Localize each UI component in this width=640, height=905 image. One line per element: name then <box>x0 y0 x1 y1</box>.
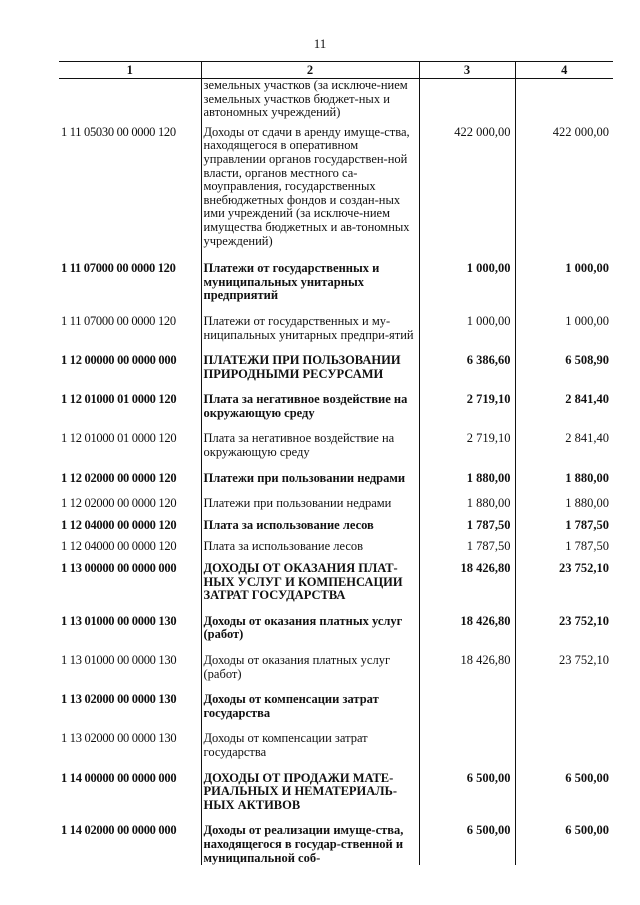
amount-col4-cell: 6 508,90 <box>515 354 613 381</box>
amount-col4-cell: 1 787,50 <box>515 540 613 554</box>
amount-col3-cell: 6 386,60 <box>419 354 515 381</box>
budget-code-cell: 1 13 02000 00 0000 130 <box>61 692 177 707</box>
table-row <box>59 654 613 681</box>
description-cell: Платежи от государственных и му-ниципальных унитарных предпри-ятий <box>201 315 419 342</box>
amount-col3-cell: 1 000,00 <box>419 262 515 303</box>
spacer-cell <box>201 460 419 472</box>
table-row <box>59 432 613 459</box>
amount-col3-cell: 1 787,50 <box>419 519 515 533</box>
description-cell: Доходы от компенсации затрат государства <box>201 732 419 759</box>
amount-col4-cell: 1 880,00 <box>515 497 613 511</box>
spacer-cell <box>419 460 515 472</box>
amount-col3-cell: 1 000,00 <box>419 315 515 342</box>
budget-code-cell <box>59 79 201 120</box>
description-cell: Платежи при пользовании недрами <box>201 472 419 486</box>
column-header: 3 <box>419 62 515 79</box>
row-spacer <box>59 760 613 772</box>
amount-col3-cell: 6 500,00 <box>419 772 515 813</box>
spacer-cell <box>515 460 613 472</box>
description-cell: земельных участков (за исключе-нием земельных участков бюджет-ных и автономных учреждений) <box>201 79 419 120</box>
amount-col3-cell: 2 719,10 <box>419 393 515 420</box>
spacer-cell <box>59 248 201 262</box>
table-row <box>59 824 613 865</box>
amount-col4-cell: 23 752,10 <box>515 562 613 603</box>
description-cell: Плата за использование лесов <box>201 519 419 533</box>
spacer-cell <box>201 760 419 772</box>
amount-col4-cell: 6 500,00 <box>515 772 613 813</box>
description-cell: Плата за негативное воздействие на окружающую среду <box>201 432 419 459</box>
description-cell: ДОХОДЫ ОТ ОКАЗАНИЯ ПЛАТ-НЫХ УСЛУГ И КОМПЕНСАЦИИ ЗАТРАТ ГОСУДАРСТВА <box>201 562 419 603</box>
row-spacer <box>59 603 613 615</box>
amount-col4-cell <box>515 732 613 759</box>
amount-col4-cell: 422 000,00 <box>515 126 613 248</box>
spacer-cell <box>419 603 515 615</box>
budget-code-cell: 1 13 01000 00 0000 130 <box>61 613 177 628</box>
amount-col3-cell <box>419 79 515 120</box>
amount-col4-cell: 1 787,50 <box>515 519 613 533</box>
amount-col3-cell: 18 426,80 <box>419 615 515 642</box>
column-header: 2 <box>201 62 419 79</box>
table-row <box>59 519 613 533</box>
spacer-cell <box>419 248 515 262</box>
amount-col3-cell: 18 426,80 <box>419 562 515 603</box>
amount-col4-cell <box>515 79 613 120</box>
table-header-row <box>59 62 613 79</box>
spacer-cell <box>201 248 419 262</box>
description-cell: Доходы от реализации имуще-ства, находящегося в государ-ственной и муниципальной соб- <box>201 824 419 865</box>
amount-col4-cell: 1 880,00 <box>515 472 613 486</box>
table-row <box>59 126 613 248</box>
table-row <box>59 262 613 303</box>
budget-code-cell: 1 12 02000 00 0000 120 <box>61 496 177 511</box>
table-row <box>59 315 613 342</box>
description-cell: Доходы от оказания платных услуг (работ) <box>201 615 419 642</box>
amount-col4-cell: 6 500,00 <box>515 824 613 865</box>
spacer-cell <box>515 603 613 615</box>
table-row <box>59 79 613 120</box>
budget-code-cell: 1 12 02000 00 0000 120 <box>61 470 177 485</box>
spacer-cell <box>419 681 515 693</box>
amount-col4-cell: 23 752,10 <box>515 615 613 642</box>
amount-col3-cell: 1 787,50 <box>419 540 515 554</box>
amount-col4-cell <box>515 693 613 720</box>
column-header: 1 <box>59 62 201 79</box>
table-body <box>59 79 613 866</box>
budget-code-cell: 1 12 00000 00 0000 000 <box>61 353 177 368</box>
budget-code-cell: 1 13 02000 00 0000 130 <box>61 731 177 746</box>
amount-col3-cell: 2 719,10 <box>419 432 515 459</box>
spacer-cell <box>201 603 419 615</box>
description-cell: ПЛАТЕЖИ ПРИ ПОЛЬЗОВАНИИ ПРИРОДНЫМИ РЕСУРСАМИ <box>201 354 419 381</box>
table-row <box>59 497 613 511</box>
description-cell: Платежи от государственных и муниципальных унитарных предприятий <box>201 262 419 303</box>
amount-col3-cell <box>419 693 515 720</box>
table-row <box>59 772 613 813</box>
amount-col4-cell: 1 000,00 <box>515 262 613 303</box>
page-number: 11 <box>313 36 327 51</box>
budget-code-cell: 1 12 04000 00 0000 120 <box>61 539 177 554</box>
table-row <box>59 732 613 759</box>
spacer-cell <box>59 460 201 472</box>
description-cell: Доходы от сдачи в аренду имуще-ства, находящегося в оперативном управлении органов государствен-ной власти, органов местного са-моуправления, государственных внебюджетных фондов и создан-ных ими учреждений (за исключе-нием имущества бюджетных и ав-тономных учреждений) <box>201 126 419 248</box>
description-cell: Доходы от оказания платных услуг (работ) <box>201 654 419 681</box>
budget-code-cell: 1 11 07000 00 0000 120 <box>61 261 176 276</box>
spacer-cell <box>515 760 613 772</box>
column-header: 4 <box>515 62 613 79</box>
amount-col4-cell: 1 000,00 <box>515 315 613 342</box>
spacer-cell <box>515 720 613 732</box>
spacer-cell <box>515 248 613 262</box>
revenue-table <box>59 61 613 865</box>
amount-col4-cell: 23 752,10 <box>515 654 613 681</box>
row-spacer <box>59 248 613 262</box>
budget-code-cell: 1 12 01000 01 0000 120 <box>61 392 177 407</box>
table-row <box>59 354 613 381</box>
amount-col4-cell: 2 841,40 <box>515 393 613 420</box>
amount-col4-cell: 2 841,40 <box>515 432 613 459</box>
budget-code-cell: 1 14 02000 00 0000 000 <box>61 823 177 838</box>
spacer-cell <box>515 681 613 693</box>
amount-col3-cell: 6 500,00 <box>419 824 515 865</box>
table-row <box>59 540 613 554</box>
budget-code-cell: 1 11 05030 00 0000 120 <box>61 124 176 139</box>
row-spacer <box>59 460 613 472</box>
amount-col3-cell: 422 000,00 <box>419 126 515 248</box>
spacer-cell <box>59 603 201 615</box>
table-row <box>59 562 613 603</box>
table-row <box>59 472 613 486</box>
spacer-cell <box>419 760 515 772</box>
budget-code-cell: 1 13 01000 00 0000 130 <box>61 653 177 667</box>
description-cell: Доходы от компенсации затрат государства <box>201 693 419 720</box>
budget-code-cell: 1 12 01000 01 0000 120 <box>61 431 177 446</box>
amount-col3-cell: 18 426,80 <box>419 654 515 681</box>
budget-code-cell: 1 13 00000 00 0000 000 <box>61 561 177 576</box>
description-cell: Плата за использование лесов <box>201 540 419 554</box>
amount-col3-cell: 1 880,00 <box>419 472 515 486</box>
description-cell: ДОХОДЫ ОТ ПРОДАЖИ МАТЕ-РИАЛЬНЫХ И НЕМАТЕРИАЛЬ-НЫХ АКТИВОВ <box>201 772 419 813</box>
budget-code-cell: 1 12 04000 00 0000 120 <box>61 517 177 532</box>
table-row <box>59 393 613 420</box>
amount-col3-cell: 1 880,00 <box>419 497 515 511</box>
description-cell: Платежи при пользовании недрами <box>201 497 419 511</box>
spacer-cell <box>419 720 515 732</box>
budget-code-cell: 1 14 00000 00 0000 000 <box>61 770 177 785</box>
table-row <box>59 693 613 720</box>
description-cell: Плата за негативное воздействие на окружающую среду <box>201 393 419 420</box>
budget-code-cell: 1 11 07000 00 0000 120 <box>61 313 176 328</box>
spacer-cell <box>59 760 201 772</box>
table-row <box>59 615 613 642</box>
amount-col3-cell <box>419 732 515 759</box>
